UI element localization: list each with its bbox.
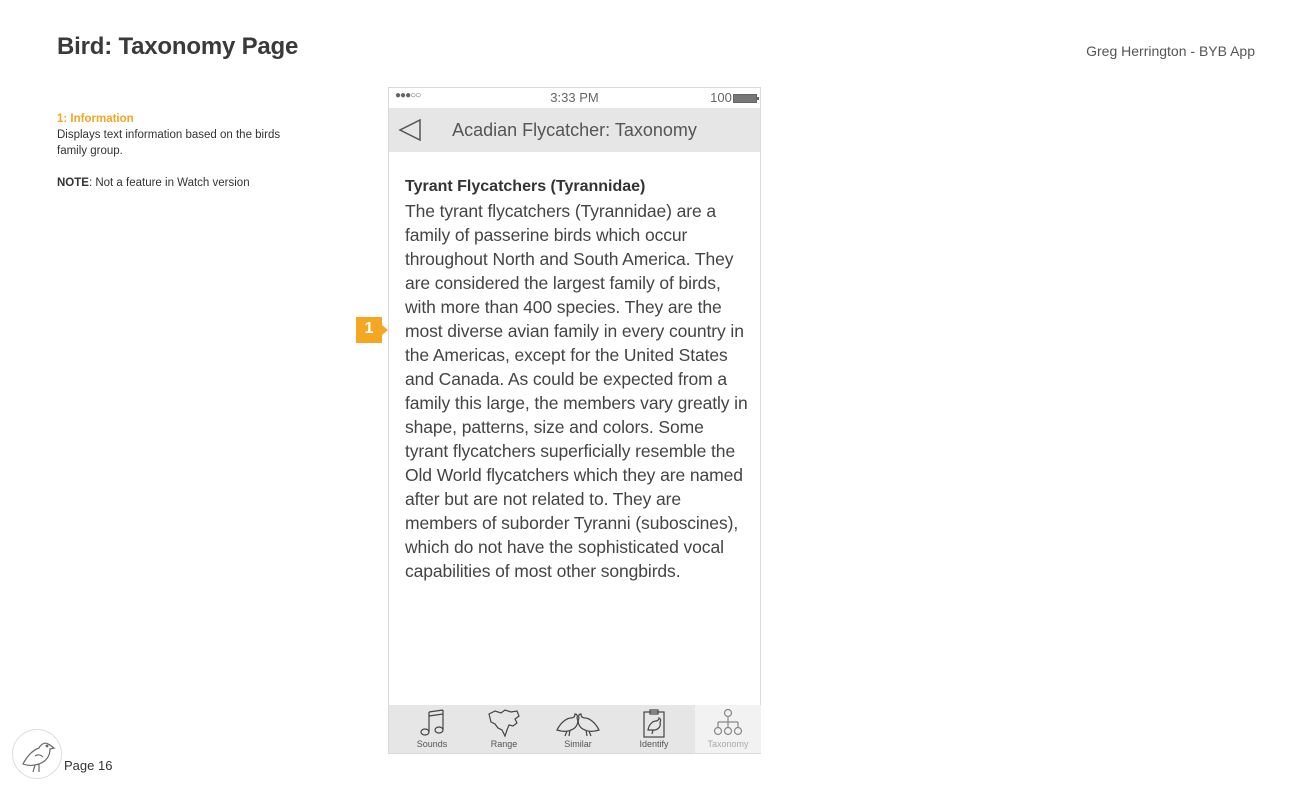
tab-similar-label: Similar	[564, 739, 592, 749]
tab-identify-label: Identify	[639, 739, 669, 749]
battery-icon	[733, 94, 757, 103]
info-text: Displays text information based on the birds family group.	[57, 129, 281, 157]
app-logo	[12, 729, 62, 779]
nav-bar	[389, 108, 760, 152]
phone-mockup	[388, 87, 761, 754]
page-title: Bird: Taxonomy Page	[57, 33, 299, 60]
tab-taxonomy-label: Taxonomy	[707, 739, 749, 749]
nav-title: Acadian Flycatcher: Taxonomy	[452, 120, 697, 140]
tab-sounds[interactable]	[399, 705, 465, 753]
note-label: NOTE	[57, 177, 89, 189]
map-icon	[487, 708, 521, 738]
status-bar	[389, 88, 760, 108]
tab-bar	[389, 705, 760, 753]
tab-range-label: Range	[490, 739, 518, 749]
bird-logo-icon	[13, 730, 61, 778]
family-description: The tyrant flycatchers (Tyrannidae) are a family of passerine birds which occur throughout North and South America. They are considered the largest family of birds, with more than 400 species. They are the most diverse avian family in every country in the Americas, except for the United States and Canada. As could be expected from a family this large, the members vary greatly in shape, patterns, size and colors. Some tyrant flycatchers superficially resemble the Old World flycatchers which they are named after but are not related to. They are members of suborder Tyranni (suboscines), which do not have the sophisticated vocal capabilities of most other songbirds.	[405, 201, 748, 581]
family-heading: Tyrant Flycatchers (Tyrannidae)	[405, 178, 646, 195]
tab-identify[interactable]	[621, 705, 687, 753]
annotation-notes	[57, 111, 307, 207]
music-note-icon	[417, 708, 447, 738]
clipboard-bird-icon	[639, 708, 669, 738]
tab-similar[interactable]	[545, 705, 611, 753]
hierarchy-icon	[710, 708, 746, 738]
page-number: Page 16	[64, 758, 113, 773]
callout-marker: 1	[356, 317, 382, 343]
author-credit: Greg Herrington - BYB App	[1086, 43, 1255, 59]
note-text: : Not a feature in Watch version	[88, 177, 250, 189]
signal-icon: ●●●○○	[395, 90, 421, 101]
taxonomy-content	[405, 178, 750, 583]
tab-taxonomy[interactable]	[695, 705, 761, 753]
battery-level: 100	[710, 90, 732, 105]
tab-range[interactable]	[471, 705, 537, 753]
birds-icon	[553, 708, 603, 738]
info-label: 1: Information	[57, 113, 134, 125]
tab-sounds-label: Sounds	[416, 739, 448, 749]
status-time: 3:33 PM	[550, 90, 599, 105]
